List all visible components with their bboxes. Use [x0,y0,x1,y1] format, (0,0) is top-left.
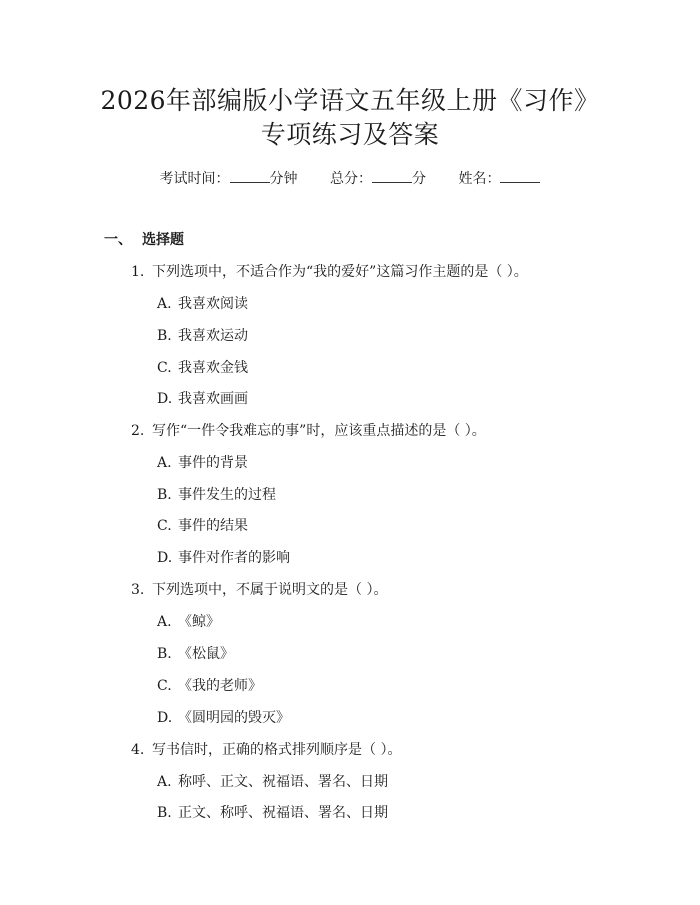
option-2c [157,516,248,536]
question-number: 3. [131,582,145,598]
option-4b [157,803,388,823]
option-text: 我喜欢画画 [178,391,248,407]
option-3b [157,644,234,664]
exam-info-row [0,168,700,189]
option-text: 事件发生的过程 [178,487,276,503]
option-text: 《我的老师》 [178,678,262,694]
option-text: 事件对作者的影响 [178,550,290,566]
option-letter: C. [157,518,172,534]
option-letter: C. [157,678,172,694]
option-text: 我喜欢运动 [178,328,248,344]
section-number: 一、 [104,232,132,248]
question-text: 写书信时，正确的格式排列顺序是（ ）。 [152,742,402,758]
exam-time-unit: 分钟 [269,171,298,187]
total-score-unit: 分 [412,171,426,187]
student-name-blank [500,168,540,183]
option-letter: B. [157,646,172,662]
option-letter: A. [157,774,172,790]
question-2 [131,421,486,441]
option-2d [157,548,290,568]
option-2b [157,485,276,505]
question-1 [131,262,528,282]
option-letter: C. [157,360,172,376]
question-text: 下列选项中，不适合作为“我的爱好”这篇习作主题的是（ ）。 [152,264,528,280]
question-number: 2. [131,423,145,439]
student-name-field [458,168,540,189]
question-text: 写作“一件令我难忘的事”时，应该重点描述的是（ ）。 [152,423,486,439]
total-score-field [330,168,426,189]
option-letter: D. [157,710,173,726]
option-1c [157,358,248,378]
option-text: 称呼、正文、祝福语、署名、日期 [178,774,388,790]
question-4 [131,740,401,760]
option-text: 事件的背景 [178,455,248,471]
section-title: 选择题 [142,232,184,248]
student-name-label: 姓名： [458,171,501,187]
option-text: 事件的结果 [178,518,248,534]
option-text: 《圆明园的毁灭》 [178,710,290,726]
option-1a [157,294,248,314]
question-3 [131,580,387,600]
option-letter: D. [157,550,173,566]
option-3a [157,612,220,632]
total-score-label: 总分： [330,171,372,187]
document-title-line-1: 2026年部编版小学语文五年级上册《习作》 [100,86,600,115]
option-text: 正文、称呼、祝福语、署名、日期 [178,805,388,821]
option-text: 我喜欢阅读 [178,296,248,312]
exam-time-blank [230,168,270,183]
exam-time-field [160,168,298,189]
section-heading [104,230,184,250]
option-3d [157,708,290,728]
option-letter: B. [157,487,172,503]
option-4a [157,772,388,792]
total-score-blank [372,168,412,183]
option-letter: B. [157,328,172,344]
question-number: 4. [131,742,145,758]
question-text: 下列选项中，不属于说明文的是（ ）。 [152,582,388,598]
option-letter: A. [157,455,172,471]
exam-time-label: 考试时间： [159,171,230,187]
option-letter: A. [157,296,172,312]
option-letter: B. [157,805,172,821]
question-number: 1. [131,264,145,280]
option-1b [157,326,248,346]
option-letter: A. [157,614,172,630]
option-2a [157,453,248,473]
option-1d [157,389,248,409]
document-title-line-2: 专项练习及答案 [260,120,440,149]
option-letter: D. [157,391,173,407]
option-text: 《松鼠》 [178,646,234,662]
option-text: 我喜欢金钱 [178,360,248,376]
option-text: 《鲸》 [178,614,220,630]
option-3c [157,676,262,696]
